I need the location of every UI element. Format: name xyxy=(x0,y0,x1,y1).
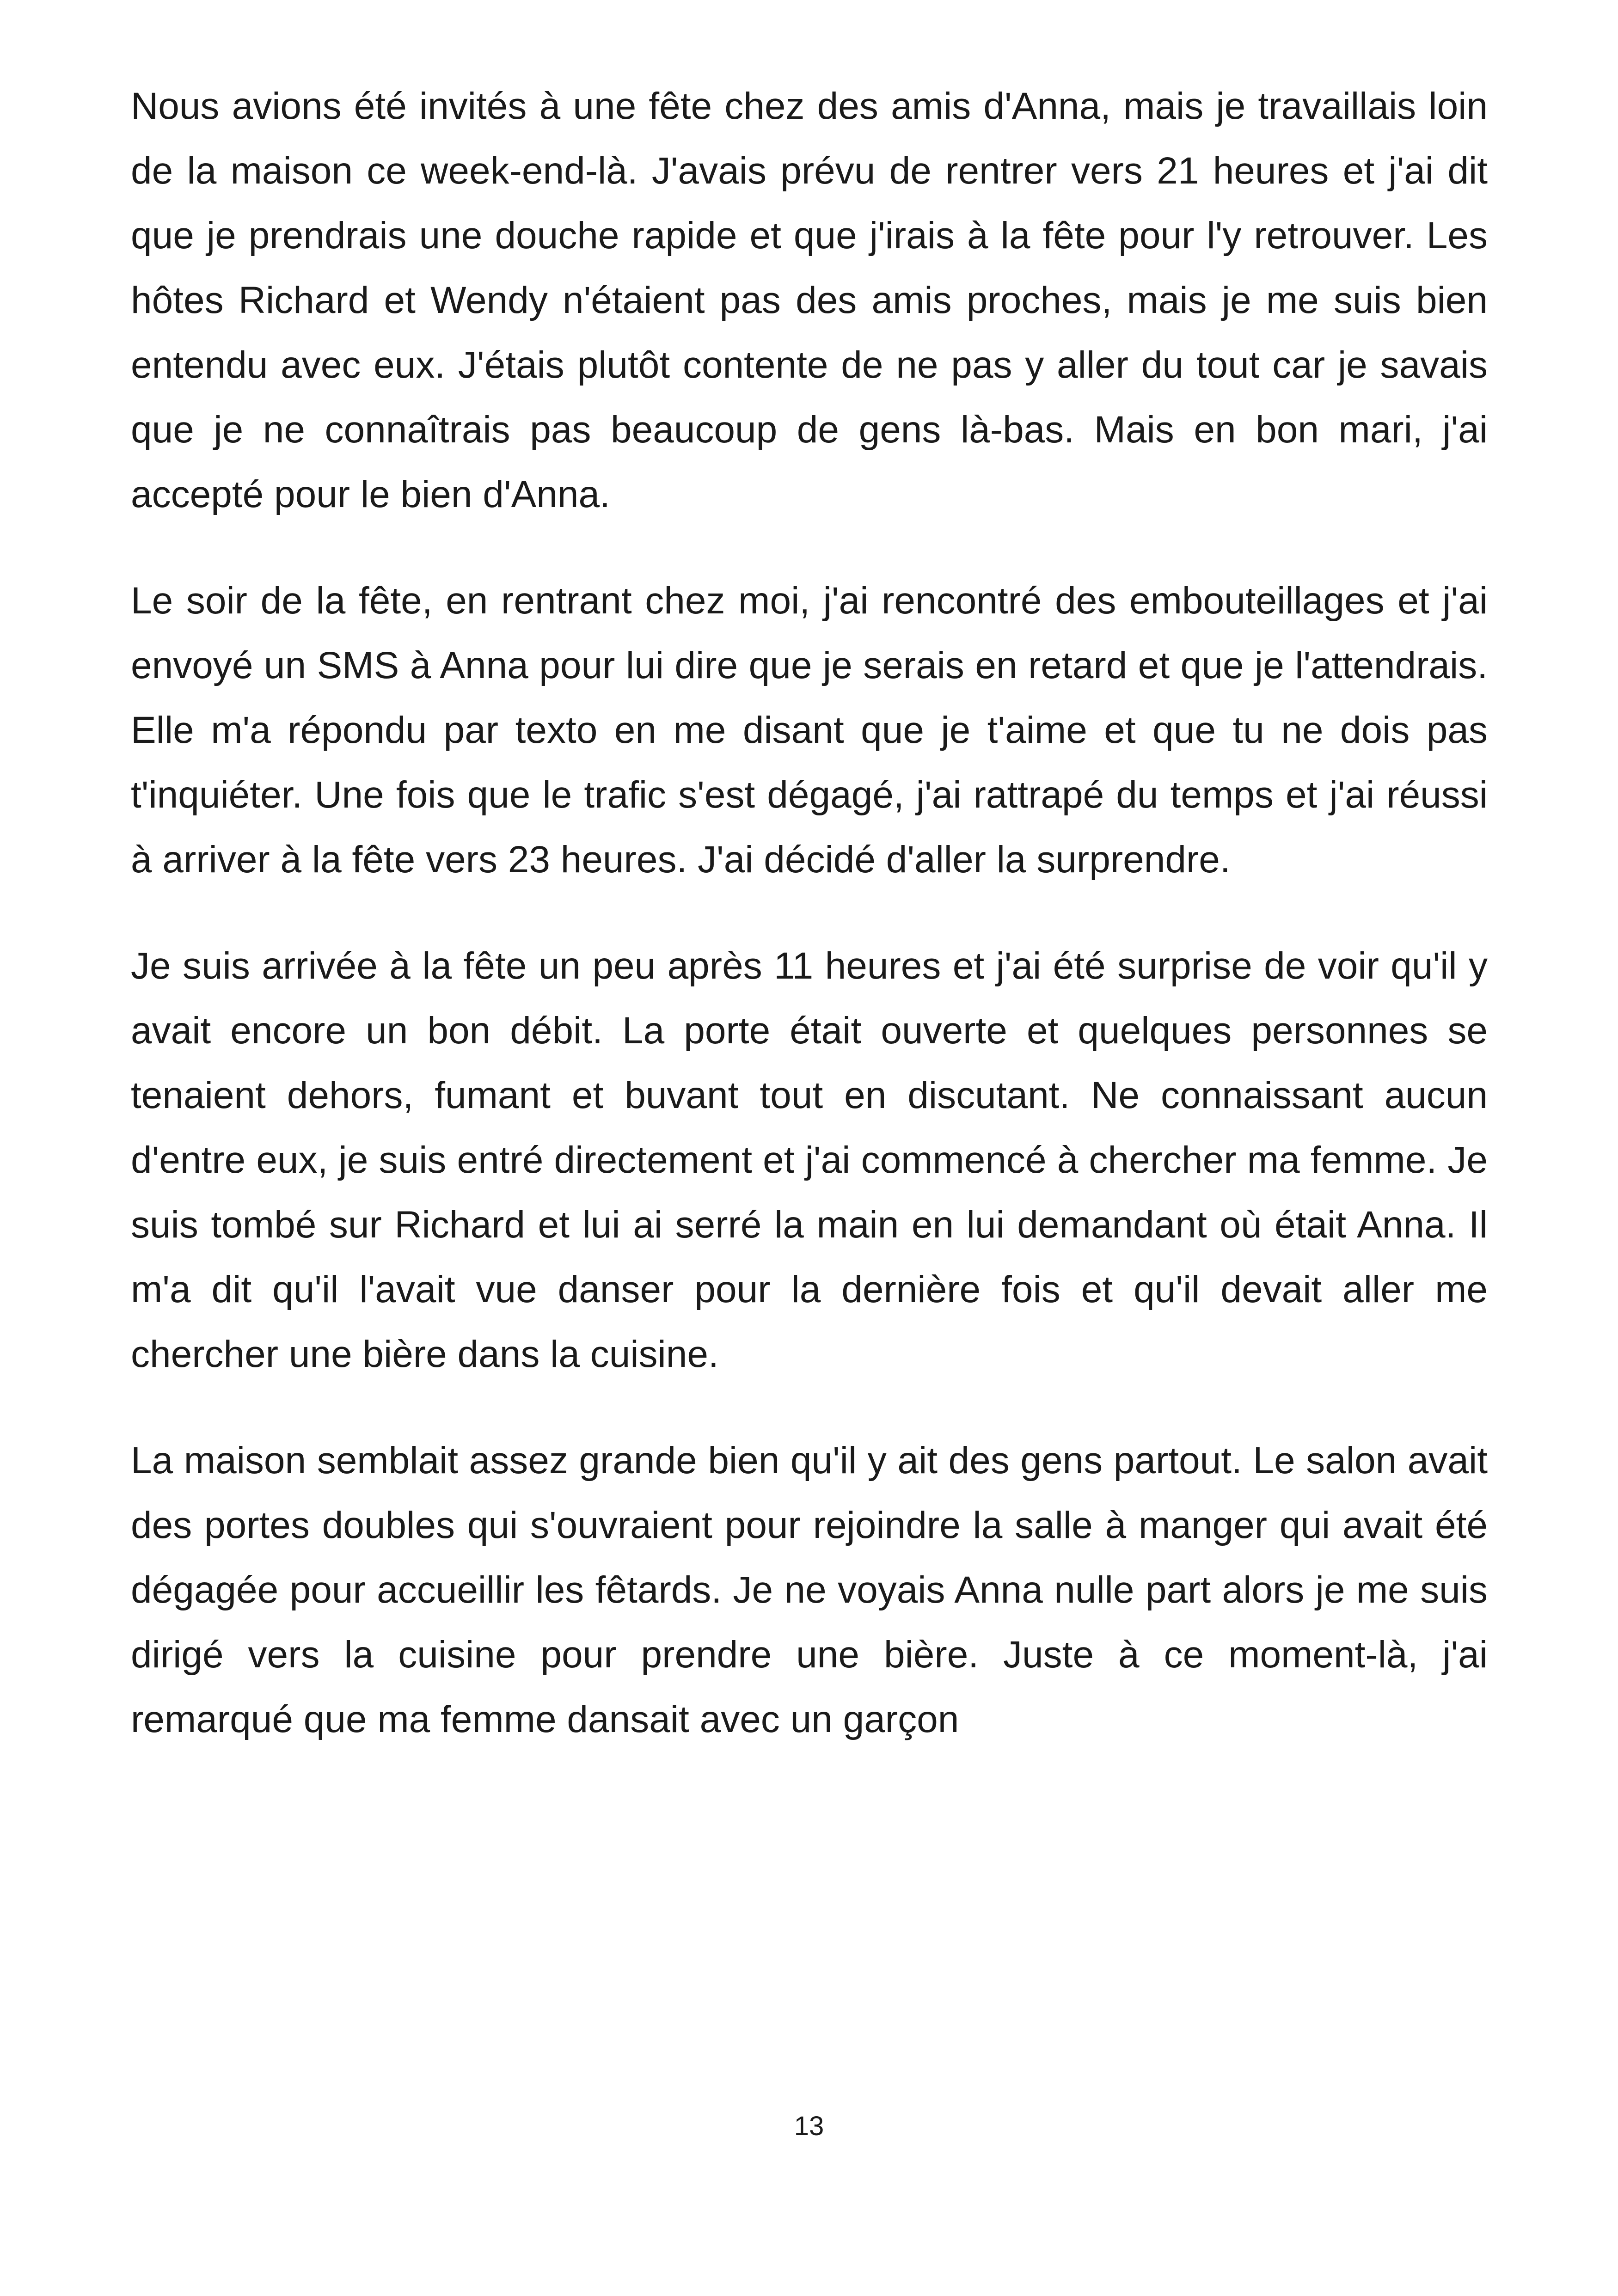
paragraph: La maison semblait assez grande bien qu'il y ait des gens partout. Le salon avait des portes doubles qui s'ouvraient pour rejoindre la salle à manger qui avait été dégagée pour accueillir les fêtards. Je ne voyais Anna nulle part alors je me suis dirigé vers la cuisine pour prendre une bière. Juste à ce moment-là, j'ai remarqué que ma femme dansait avec un garçon xyxy=(131,1439,1488,1740)
page-number: 13 xyxy=(794,2111,824,2141)
body-text xyxy=(131,74,1488,1794)
paragraph: Je suis arrivée à la fête un peu après 11 heures et j'ai été surprise de voir qu'il y avait encore un bon débit. La porte était ouverte et quelques personnes se tenaient dehors, fumant et buvant tout en discutant. Ne connaissant aucun d'entre eux, je suis entré directement et j'ai commencé à chercher ma femme. Je suis tombé sur Richard et lui ai serré la main en lui demandant où était Anna. Il m'a dit qu'il l'avait vue danser pour la dernière fois et qu'il devait aller me chercher une bière dans la cuisine. xyxy=(131,945,1488,1375)
paragraph: Le soir de la fête, en rentrant chez moi, j'ai rencontré des embouteillages et j'ai envoyé un SMS à Anna pour lui dire que je serais en retard et que je l'attendrais. Elle m'a répondu par texto en me disant que je t'aime et que tu ne dois pas t'inquiéter. Une fois que le trafic s'est dégagé, j'ai rattrapé du temps et j'ai réussi à arriver à la fête vers 23 heures. J'ai décidé d'aller la surprendre. xyxy=(131,580,1488,881)
paragraph: Nous avions été invités à une fête chez des amis d'Anna, mais je travaillais loin de la maison ce week-end-là. J'avais prévu de rentrer vers 21 heures et j'ai dit que je prendrais une douche rapide et que j'irais à la fête pour l'y retrouver. Les hôtes Richard et Wendy n'étaient pas des amis proches, mais je me suis bien entendu avec eux. J'étais plutôt contente de ne pas y aller du tout car je savais que je ne connaîtrais pas beaucoup de gens là-bas. Mais en bon mari, j'ai accepté pour le bien d'Anna. xyxy=(131,85,1488,515)
